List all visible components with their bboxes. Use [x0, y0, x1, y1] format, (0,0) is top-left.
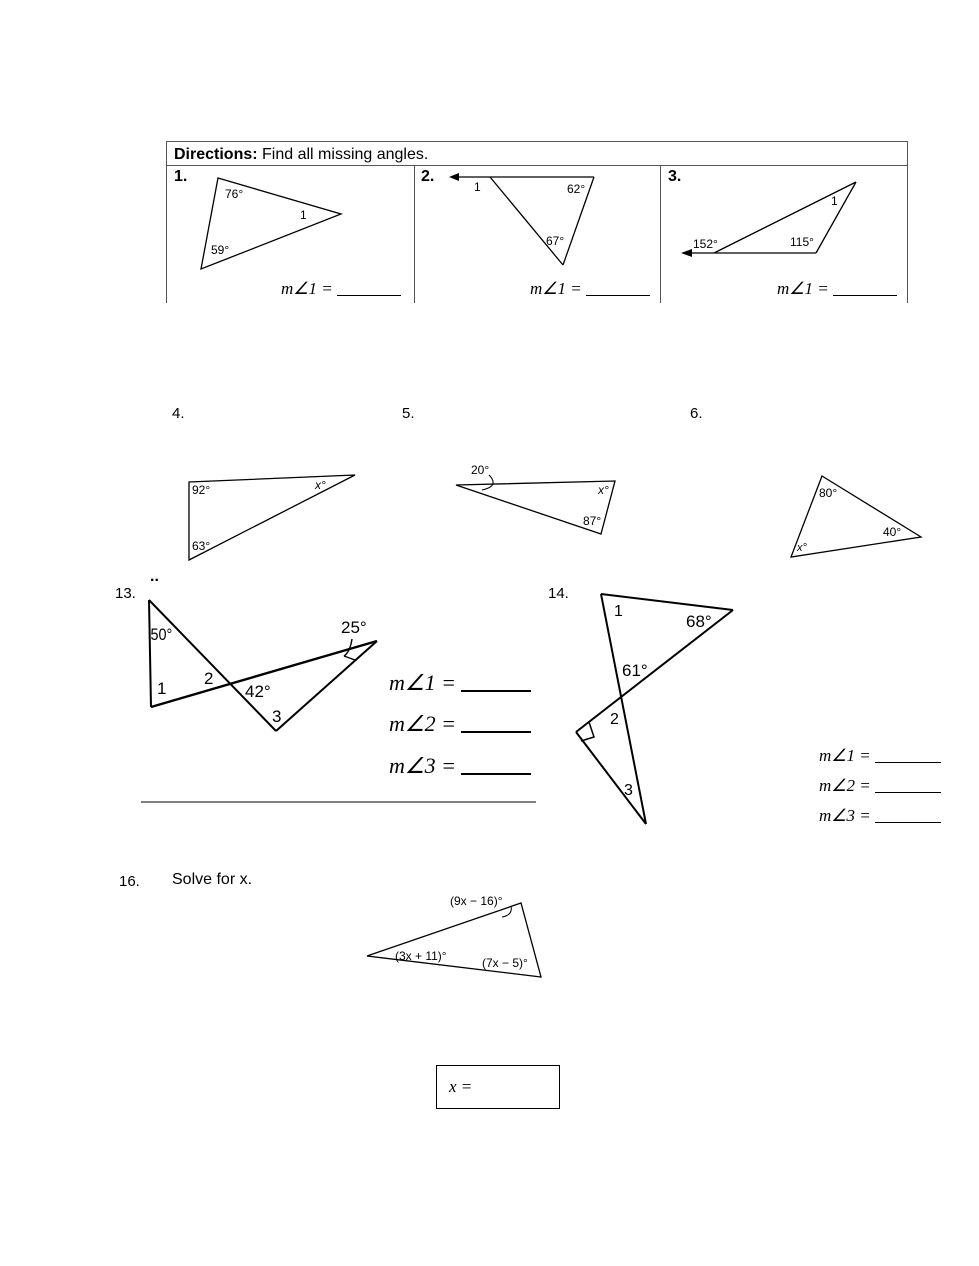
problem-5-angle-label: 20°: [471, 463, 490, 477]
problem-14-angle-label: 1: [614, 603, 623, 620]
arrow-icon: [681, 249, 692, 257]
problem-6-triangle: [791, 476, 921, 557]
problem-13-answer-2: [389, 711, 531, 737]
problem-14-number: 14.: [548, 585, 569, 602]
answer-label: m∠3 =: [389, 753, 456, 778]
answer-1-label: m∠1 =: [281, 279, 333, 298]
problem-13-angle-label: 3: [272, 707, 282, 726]
problem-1-angle-label: 1: [300, 208, 307, 222]
problem-14-angle-label: 3: [624, 782, 633, 799]
problem-6-angle-label: 80°: [819, 486, 838, 500]
problem-13-answer-3: [389, 753, 531, 779]
problem-14-angle-label: 61°: [622, 661, 648, 680]
problem-13-angle-label: 25°: [341, 618, 367, 637]
problem-14-answer-1: [819, 746, 941, 766]
problem-6-angle-label: x°: [797, 542, 807, 554]
problem-2-angle-label: 1: [474, 180, 481, 194]
answer-2-blank[interactable]: [586, 295, 650, 296]
problem-1-angle-label: 59°: [211, 243, 230, 257]
problem-4-angle-label: 63°: [192, 539, 211, 553]
problem-6-angle-label: 40°: [883, 525, 902, 539]
problem-13-side: [149, 600, 151, 707]
problem-3-angle-label: 152°: [693, 237, 718, 251]
answer-1: [281, 279, 401, 299]
problem-14-angle-label: 68°: [686, 612, 712, 631]
problem-4-triangle: [189, 475, 355, 560]
problem-2-angle-label: 67°: [546, 234, 565, 248]
problem-14-answer-3: [819, 806, 941, 826]
arrow-icon: [449, 173, 459, 181]
problem-2-side: [490, 177, 563, 265]
answer-blank[interactable]: [461, 773, 531, 775]
problem-2-number: 2.: [421, 168, 435, 185]
answer-blank[interactable]: [875, 762, 941, 763]
problem-13-angle-label: 42°: [245, 682, 271, 701]
problem-3-side: [714, 182, 856, 253]
answer-x-label: x =: [449, 1077, 473, 1096]
right-angle-mark: [581, 722, 594, 741]
problem-16-prompt: Solve for x.: [172, 871, 253, 888]
answer-label: m∠2 =: [819, 776, 871, 795]
problem-2-angle-label: 62°: [567, 182, 586, 196]
problem-16-number: 16.: [119, 873, 140, 890]
problem-13-number: 13.: [115, 585, 136, 602]
problem-3-number: 3.: [668, 168, 682, 185]
answer-3-label: m∠1 =: [777, 279, 829, 298]
answer-label: m∠1 =: [389, 670, 456, 695]
directions-text: Find all missing angles.: [262, 146, 429, 163]
directions-label: Directions:: [174, 146, 258, 163]
problem-16-angle-label: (3x + 11)°: [395, 949, 447, 963]
problem-4-number: 4.: [172, 405, 185, 422]
stray-mark: ..: [150, 568, 159, 585]
problem-16-angle-label: (7x − 5)°: [482, 956, 528, 970]
problem-14-answer-2: [819, 776, 941, 796]
problem-5-angle-label: x°: [598, 483, 609, 497]
answer-3: [777, 279, 897, 299]
problem-14-side: [576, 732, 646, 824]
answer-blank[interactable]: [875, 792, 941, 793]
problem-4-angle-label: x°: [315, 478, 326, 492]
angle-arc-icon: [482, 475, 493, 490]
answer-2-label: m∠1 =: [530, 279, 582, 298]
problem-6-number: 6.: [690, 405, 703, 422]
answer-2: [530, 279, 650, 299]
problem-13-side: [149, 600, 276, 731]
problem-1-angle-label: 76°: [225, 187, 244, 201]
answer-blank[interactable]: [461, 690, 531, 692]
problem-13-angle-label: 2: [204, 669, 214, 688]
answer-box-x[interactable]: [436, 1065, 560, 1109]
answer-blank[interactable]: [461, 731, 531, 733]
answer-1-blank[interactable]: [337, 295, 401, 296]
answer-3-blank[interactable]: [833, 295, 897, 296]
answer-label: m∠2 =: [389, 711, 456, 736]
problem-13-angle-label: 50°: [150, 625, 173, 645]
problem-13-angle-label: 1: [157, 679, 167, 698]
problem-13-answer-1: [389, 670, 531, 696]
problem-3-angle-label: 1: [831, 194, 838, 208]
problem-4-angle-label: 92°: [192, 483, 211, 497]
problem-5-number: 5.: [402, 405, 415, 422]
problem-3-angle-label: 115°: [790, 235, 814, 249]
answer-blank[interactable]: [875, 822, 941, 823]
answer-label: m∠1 =: [819, 746, 871, 765]
problem-14-angle-label: 2: [610, 711, 619, 728]
problem-1-number: 1.: [174, 168, 188, 185]
problem-5-angle-label: 87°: [583, 514, 602, 528]
problem-16-angle-label: (9x − 16)°: [450, 894, 503, 908]
answer-label: m∠3 =: [819, 806, 871, 825]
